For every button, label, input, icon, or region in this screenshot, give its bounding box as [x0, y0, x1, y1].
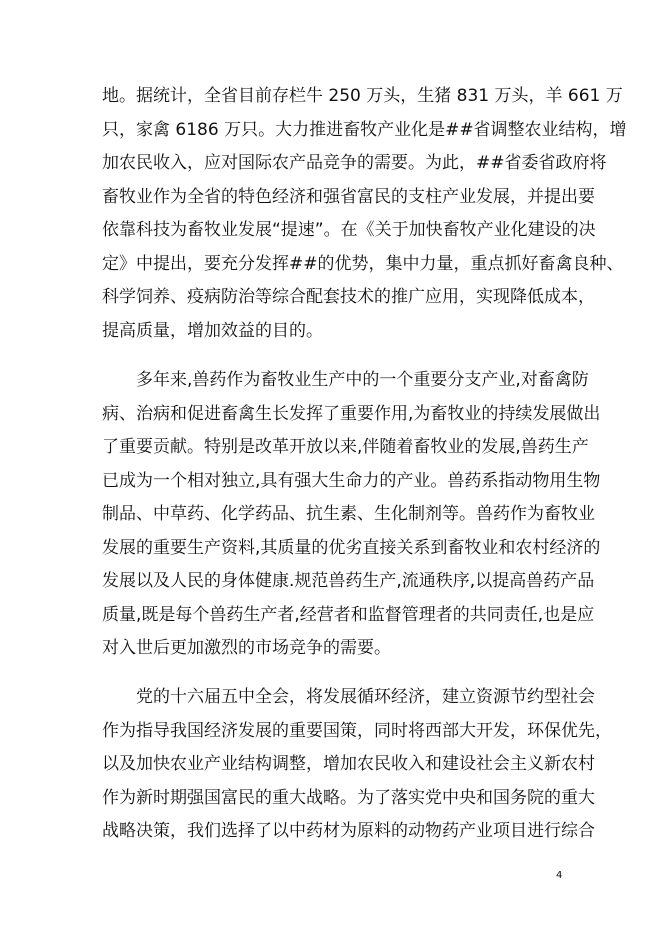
text-line: 作为新时期强国富民的重大战略。为了落实党中央和国务院的重大	[102, 787, 595, 808]
text-line: 制品、中草药、化学药品、抗生素、生化制剂等。兽药作为畜牧业	[102, 504, 595, 524]
text-line: 作为指导我国经济发展的重要国策，同时将西部大开发，环保优先，	[102, 720, 612, 741]
text-line: 以及加快农业产业结构调整，增加农民收入和建设社会主义新农村	[102, 754, 595, 774]
text-line: 了重要贡献。特别是改革开放以来,伴随着畜牧业的发展,兽药生产	[102, 437, 589, 457]
text-line: 只，家禽 6186 万只。大力推进畜牧产业化是##省调整农业结构，增	[102, 119, 627, 140]
paragraph-party-plenary	[102, 681, 612, 849]
text-line: 畜牧业作为全省的特色经济和强省富民的支柱产业发展，并提出要	[102, 186, 595, 207]
paragraph-livestock-statistics	[102, 80, 627, 348]
text-line: 多年来,兽药作为畜牧业生产中的一个重要分支产业,对畜禽防	[136, 370, 589, 390]
text-line: 科学饲养、疫病防治等综合配套技术的推广应用，实现降低成本，	[102, 287, 595, 307]
text-line: 已成为一个相对独立,具有强大生命力的产业。兽药系指动物用生物	[102, 470, 601, 491]
page-number: 4	[556, 870, 563, 881]
text-line: 对入世后更加激烈的市场竞争的需要。	[102, 638, 391, 658]
text-line: 发展的重要生产资料,其质量的优劣直接关系到畜牧业和农村经济的	[102, 537, 601, 558]
text-line: 定》中提出，要充分发挥##的优势，集中力量，重点抓好畜禽良种、	[102, 253, 624, 274]
text-line: 战略决策，我们选择了以中药材为原料的动物药产业项目进行综合	[102, 821, 595, 841]
text-line: 依靠科技为畜牧业发展“提速”。在《关于加快畜牧产业化建设的决	[102, 220, 596, 240]
text-line: 发展以及人民的身体健康.规范兽药生产,流通秩序,以提高兽药产品	[102, 571, 595, 591]
text-line: 病、治病和促进畜禽生长发挥了重要作用,为畜牧业的持续发展做出	[102, 403, 601, 424]
text-line: 党的十六届五中全会，将发展循环经济，建立资源节约型社会	[136, 687, 595, 707]
paragraph-veterinary-drugs	[102, 364, 601, 666]
text-line: 质量,既是每个兽药生产者,经营者和监督管理者的共同责任,也是应	[102, 604, 595, 625]
text-line: 提高质量，增加效益的目的。	[102, 320, 323, 341]
text-line: 加农民收入，应对国际农产品竞争的需要。为此，##省委省政府将	[102, 153, 607, 173]
text-line: 地。据统计，全省目前存栏牛 250 万头，生猪 831 万头，羊 661 万	[102, 86, 623, 106]
